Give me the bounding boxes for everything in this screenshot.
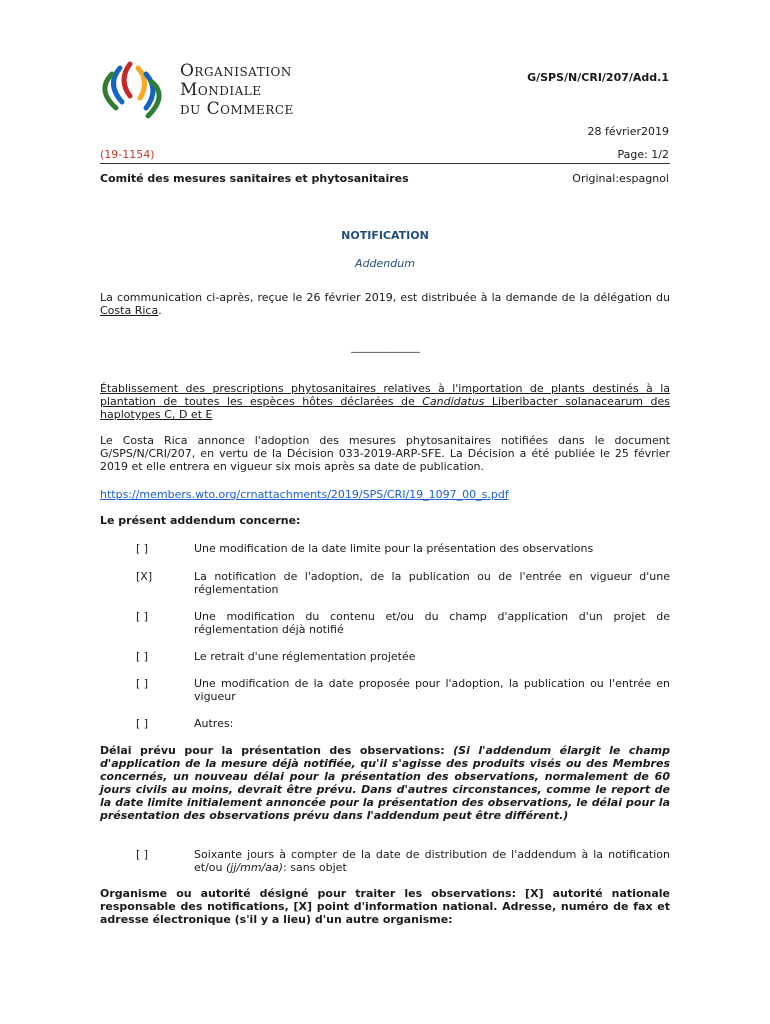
org-name-line-2: Mondiale <box>180 80 262 100</box>
option-label: Une modification du contenu et/ou du champ d'application d'un projet de réglementation déjà notifié <box>194 610 670 636</box>
option-label: Autres: <box>194 717 234 730</box>
concern-heading: Le présent addendum concerne: <box>100 514 301 527</box>
separator-line: _______________ <box>351 340 419 353</box>
option-checkbox[interactable]: [ ] <box>136 610 149 623</box>
option-checkbox[interactable]: [X] <box>136 570 153 583</box>
org-name-line-1: Organisation <box>180 61 292 81</box>
option-checkbox[interactable]: [ ] <box>136 677 149 690</box>
sixty-days-label <box>194 848 670 874</box>
subject-italic: Candidatus <box>422 395 485 408</box>
document-code: (19-1154) <box>100 148 155 161</box>
option-label: Le retrait d'une réglementation projetée <box>194 650 416 663</box>
org-name-line-3: du Commerce <box>180 99 294 119</box>
sixty-days-text-2: : sans objet <box>283 861 347 874</box>
option-checkbox[interactable]: [ ] <box>136 650 149 663</box>
wto-logo <box>92 60 172 120</box>
page-number: Page: 1/2 <box>617 148 669 161</box>
notification-title: NOTIFICATION <box>341 229 429 242</box>
comment-deadline-paragraph <box>100 744 670 822</box>
document-date: 28 février2019 <box>587 125 669 138</box>
subject-text-1: Établissement des prescriptions phytosanitaires relatives à l'importation de plants destinés à la plantation de toutes les espèces hôtes déclarées de <box>100 382 670 408</box>
intro-paragraph <box>100 291 670 317</box>
organization-name <box>180 62 294 119</box>
option-label: Une modification de la date limite pour la présentation des observations <box>194 542 594 555</box>
committee-name: Comité des mesures sanitaires et phytosanitaires <box>100 172 409 185</box>
date-format: (jj/mm/aa) <box>226 861 284 874</box>
country-name: Costa Rica <box>100 304 159 317</box>
option-checkbox[interactable]: [ ] <box>136 542 149 555</box>
sixty-days-checkbox[interactable]: [ ] <box>136 848 149 861</box>
authority-paragraph: Organisme ou autorité désigné pour traiter les observations: [X] autorité nationale responsable des notifications, [X] point d'information national. Adresse, numéro de fax et adresse électronique (s'il y a lieu) d'un autre organisme: <box>100 887 670 926</box>
comment-deadline-text: (Si l'addendum élargit le champ d'application de la mesure déjà notifiée, qu'il s'agisse des produits visés ou des Membres concernés, un nouveau délai pour la présentation des observations, normalement de 60 jours civils au moins, devrait être prévu. Dans d'autres circonstances, comme le report de la date limite initialement annoncée pour la présentation des observations, le délai pour la présentation des observations prévu dans l'addendum peut être différent.) <box>100 744 670 822</box>
document-symbol: G/SPS/N/CRI/207/Add.1 <box>527 71 669 84</box>
intro-end: . <box>158 304 162 317</box>
sixty-days-text-1: Soixante jours à compter de la date de distribution de l'addendum à la notification et/ou <box>194 848 670 874</box>
option-label: La notification de l'adoption, de la publication ou de l'entrée en vigueur d'une réglementation <box>194 570 670 596</box>
option-checkbox[interactable]: [ ] <box>136 717 149 730</box>
comment-deadline-label: Délai prévu pour la présentation des observations: <box>100 744 454 757</box>
document-link[interactable]: https://members.wto.org/crnattachments/2019/SPS/CRI/19_1097_00_s.pdf <box>100 488 509 501</box>
header-rule <box>100 163 670 164</box>
original-language: Original:espagnol <box>572 172 669 185</box>
announcement-paragraph: Le Costa Rica annonce l'adoption des mesures phytosanitaires notifiées dans le document G/SPS/N/CRI/207, en vertu de la Décision 033-2019-ARP-SFE. La Décision a été publiée le 25 février 2019 et elle entrera en vigueur six mois après sa date de publication. <box>100 434 670 473</box>
subject-text-2: Liberibacter solanacearum des haplotypes C, D et E <box>100 395 670 421</box>
option-label: Une modification de la date proposée pour l'adoption, la publication ou l'entrée en vigueur <box>194 677 670 703</box>
notification-subtitle: Addendum <box>355 257 415 270</box>
intro-text: La communication ci-après, reçue le 26 février 2019, est distribuée à la demande de la délégation du <box>100 291 670 304</box>
subject-title <box>100 382 670 421</box>
